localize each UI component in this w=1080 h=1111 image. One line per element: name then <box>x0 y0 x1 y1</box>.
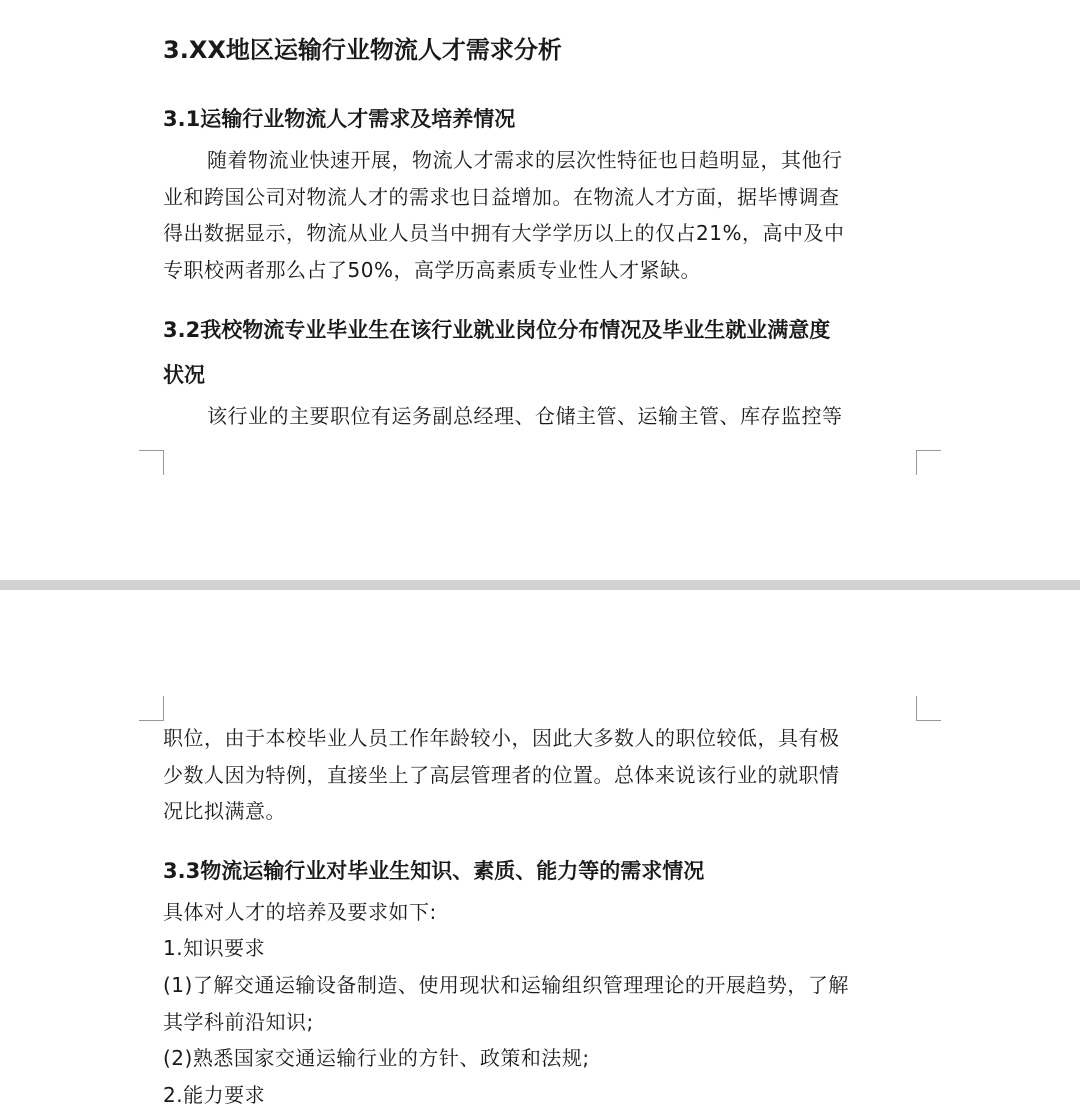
margin-corner-mark <box>139 450 164 475</box>
paragraph-line: 业和跨国公司对物流人才的需求也日益增加。在物流人才方面，据毕博调查 <box>163 185 840 209</box>
heading-section-3-1: 3.1运输行业物流人才需求及培养情况 <box>163 107 516 131</box>
margin-corner-mark <box>916 450 941 475</box>
knowledge-item-1: (1)了解交通运输设备制造、使用现状和运输组织管理理论的开展趋势，了解 <box>163 973 849 997</box>
ability-requirements-title: 2.能力要求 <box>163 1083 266 1107</box>
margin-corner-mark <box>916 696 941 721</box>
paragraph-line: 随着物流业快速开展，物流人才需求的层次性特征也日趋明显，其他行 <box>207 148 843 172</box>
paragraph-line: 专职校两者那么占了50%，高学历高素质专业性人才紧缺。 <box>163 258 701 282</box>
intro-line: 具体对人才的培养及要求如下: <box>163 900 437 924</box>
document-page-2 <box>0 590 1080 1111</box>
paragraph-line: 少数人因为特例，直接坐上了高层管理者的位置。总体来说该行业的就职情 <box>163 763 840 787</box>
heading-section-3: 3.XX地区运输行业物流人才需求分析 <box>163 36 562 64</box>
heading-section-3-2: 3.2我校物流专业毕业生在该行业就业岗位分布情况及毕业生就业满意度 <box>163 318 831 342</box>
paragraph-line: 该行业的主要职位有运务副总经理、仓储主管、运输主管、库存监控等 <box>207 404 843 428</box>
knowledge-item-2: (2)熟悉国家交通运输行业的方针、政策和法规; <box>163 1046 590 1070</box>
knowledge-requirements-title: 1.知识要求 <box>163 936 266 960</box>
heading-section-3-3: 3.3物流运输行业对毕业生知识、素质、能力等的需求情况 <box>163 859 705 883</box>
knowledge-item-1-continued: 其学科前沿知识; <box>163 1010 314 1034</box>
paragraph-line: 职位，由于本校毕业人员工作年龄较小，因此大多数人的职位较低，具有极 <box>163 726 840 750</box>
heading-section-3-2-continued: 状况 <box>163 363 205 387</box>
paragraph-line: 况比拟满意。 <box>163 799 286 823</box>
paragraph-line: 得出数据显示，物流从业人员当中拥有大学学历以上的仅占21%，高中及中 <box>163 221 845 245</box>
page-separator <box>0 580 1080 590</box>
margin-corner-mark <box>139 696 164 721</box>
